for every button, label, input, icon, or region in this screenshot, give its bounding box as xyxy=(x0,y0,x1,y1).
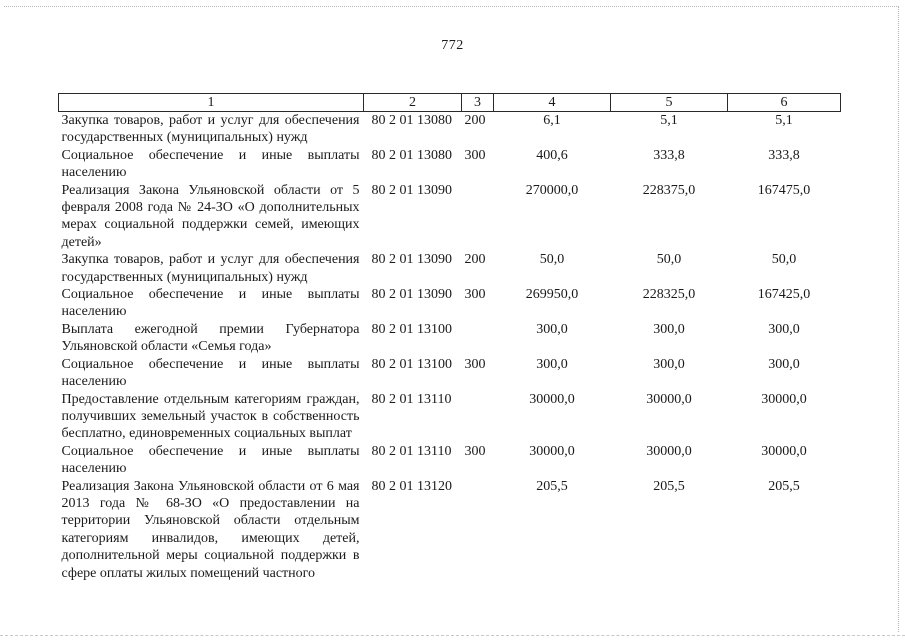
row-value-2: 5,1 xyxy=(660,113,678,128)
table-row xyxy=(59,251,841,286)
row-value-1: 269950,0 xyxy=(525,287,579,303)
row-expense-type: 200 xyxy=(464,113,486,128)
row-value-1: 300,0 xyxy=(536,321,568,337)
row-name: Социальное обеспечение и иные выплаты населению xyxy=(61,147,360,181)
scan-edge xyxy=(0,635,905,636)
row-value-1: 400,6 xyxy=(536,147,568,163)
row-code: 80 2 01 13080 xyxy=(371,113,452,128)
row-expense-type xyxy=(462,478,494,582)
row-name: Социальное обеспечение и иные выплаты населению xyxy=(61,287,360,320)
table-row xyxy=(59,321,841,356)
page-number: 772 xyxy=(441,38,464,53)
row-value-1: 270000,0 xyxy=(525,182,579,198)
row-value-3: 205,5 xyxy=(768,478,800,494)
table-row xyxy=(59,286,841,321)
table-row xyxy=(59,182,841,252)
row-code: 80 2 01 13100 xyxy=(371,356,452,372)
table-row xyxy=(59,478,841,582)
row-value-2: 205,5 xyxy=(653,478,685,494)
header-col-4: 4 xyxy=(494,94,611,112)
row-value-3: 167475,0 xyxy=(757,182,811,198)
row-value-1: 50,0 xyxy=(539,252,565,268)
budget-table xyxy=(58,93,841,582)
row-value-1: 300,0 xyxy=(536,356,568,372)
row-expense-type xyxy=(462,321,494,356)
row-expense-type xyxy=(462,182,494,252)
row-value-2: 228325,0 xyxy=(642,287,696,303)
header-col-3: 3 xyxy=(462,94,494,112)
header-col-2: 2 xyxy=(364,94,462,112)
row-value-2: 333,8 xyxy=(653,147,685,163)
table-row xyxy=(59,391,841,443)
row-value-2: 228375,0 xyxy=(642,182,696,198)
row-value-3: 30000,0 xyxy=(761,443,807,459)
row-code: 80 2 01 13120 xyxy=(371,478,452,494)
row-expense-type: 300 xyxy=(464,147,486,163)
row-value-2: 30000,0 xyxy=(646,391,692,407)
row-value-1: 30000,0 xyxy=(529,391,575,407)
table-row xyxy=(59,356,841,391)
table-row xyxy=(59,112,841,147)
row-expense-type: 200 xyxy=(464,252,486,268)
row-value-2: 300,0 xyxy=(653,321,685,337)
row-expense-type: 300 xyxy=(464,443,486,459)
row-expense-type: 300 xyxy=(464,287,486,303)
row-name: Социальное обеспечение и иные выплаты населению xyxy=(61,443,360,477)
row-value-3: 300,0 xyxy=(768,321,800,337)
row-code: 80 2 01 13110 xyxy=(371,391,452,407)
row-name: Социальное обеспечение и иные выплаты населению xyxy=(61,356,360,390)
row-code: 80 2 01 13080 xyxy=(371,147,452,163)
table-header-row xyxy=(59,94,841,112)
header-col-1: 1 xyxy=(59,94,364,112)
row-name: Выплата ежегодной премии Губернатора Ульяновской области «Семья года» xyxy=(61,321,360,355)
row-code: 80 2 01 13090 xyxy=(371,252,452,268)
table-row xyxy=(59,443,841,478)
row-code: 80 2 01 13100 xyxy=(371,321,452,337)
row-code: 80 2 01 13090 xyxy=(371,182,452,198)
row-name: Предоставление отдельным категориям граждан, получивших земельный участок в собственность бесплатно, единовременных социальных выплат xyxy=(61,391,360,442)
row-code: 80 2 01 13110 xyxy=(371,443,452,459)
row-expense-type: 300 xyxy=(464,356,486,372)
row-name: Закупка товаров, работ и услуг для обеспечения государственных (муниципальных) нужд xyxy=(61,113,360,146)
row-code: 80 2 01 13090 xyxy=(371,287,452,303)
row-expense-type xyxy=(462,391,494,443)
row-value-1: 6,1 xyxy=(543,113,561,128)
row-value-3: 50,0 xyxy=(771,252,797,268)
header-col-6: 6 xyxy=(728,94,841,112)
row-value-3: 300,0 xyxy=(768,356,800,372)
row-name: Реализация Закона Ульяновской области от 6 мая 2013 года № 68-ЗО «О предоставлении на территории Ульяновской области отдельным категориям инвалидов, имеющих детей, дополнительной меры социальной поддержки в сфере оплаты жилых помещений частного xyxy=(61,478,360,581)
row-value-3: 167425,0 xyxy=(757,287,811,303)
row-name: Реализация Закона Ульяновской области от 5 февраля 2008 года № 24-ЗО «О дополнительных мерах социальной поддержки семей, имеющих детей» xyxy=(61,182,360,250)
row-value-2: 30000,0 xyxy=(646,443,692,459)
row-value-3: 5,1 xyxy=(775,113,793,128)
row-name: Закупка товаров, работ и услуг для обеспечения государственных (муниципальных) нужд xyxy=(61,252,360,285)
table-row xyxy=(59,147,841,182)
row-value-1: 30000,0 xyxy=(529,443,575,459)
row-value-3: 30000,0 xyxy=(761,391,807,407)
row-value-1: 205,5 xyxy=(536,478,568,494)
row-value-3: 333,8 xyxy=(768,147,800,163)
row-value-2: 300,0 xyxy=(653,356,685,372)
row-value-2: 50,0 xyxy=(656,252,682,268)
header-col-5: 5 xyxy=(611,94,728,112)
